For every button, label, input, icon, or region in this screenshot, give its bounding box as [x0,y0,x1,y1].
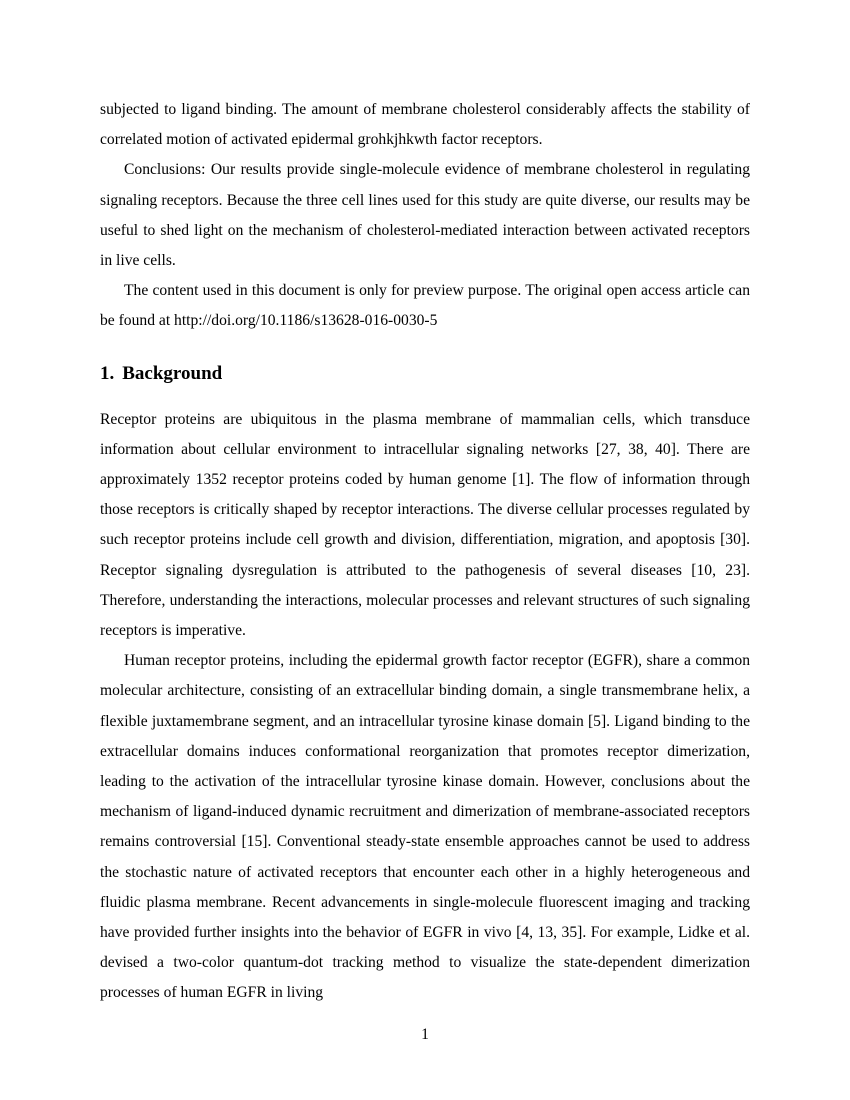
page-number: 1 [421,1026,429,1043]
abstract-continuation: subjected to ligand binding. The amount of membrane cholesterol considerably affects the stability of correlated motion of activated epidermal grohkjhkwth factor receptors. [100,101,750,149]
section-heading [100,359,750,389]
background-paragraph-1: Receptor proteins are ubiquitous in the plasma membrane of mammalian cells, which transduce information about cellular environment to intracellular signaling networks [27, 38, 40]. There are approximately 1352 receptor proteins coded by human genome [1]. The flow of information through those receptors is critically shaped by receptor interactions. The diverse cellular processes regulated by such receptor proteins include cell growth and division, differentiation, migration, and apoptosis [30]. Receptor signaling dysregulation is attributed to the pathogenesis of several diseases [10, 23]. Therefore, understanding the interactions, molecular processes and relevant structures of such signaling receptors is imperative. [100,410,750,640]
section-title: Background [122,362,223,384]
section-number: 1. [100,362,115,384]
background-paragraph-2: Human receptor proteins, including the epidermal growth factor receptor (EGFR), share a common molecular architecture, consisting of an extracellular binding domain, a single transmembrane helix, a flexible juxtamembrane segment, and an intracellular tyrosine kinase domain [5]. Ligand binding to the extracellular domains induces conformational reorganization that promotes receptor dimerization, leading to the activation of the intracellular tyrosine kinase domain. However, conclusions about the mechanism of ligand-induced dynamic recruitment and dimerization of membrane-associated receptors remains controversial [15]. Conventional steady-state ensemble approaches cannot be used to address the stochastic nature of activated receptors that encounter each other in a highly heterogeneous and fluidic plasma membrane. Recent advancements in single-molecule fluorescent imaging and tracking have provided further insights into the behavior of EGFR in vivo [4, 13, 35]. For example, Lidke et al. devised a two-color quantum-dot tracking method to visualize the state-dependent dimerization processes of human EGFR in living [100,652,750,1002]
page-body [100,95,750,1009]
abstract-conclusions: Conclusions: Our results provide single-molecule evidence of membrane cholesterol in regulating signaling receptors. Because the three cell lines used for this study are quite diverse, our results may be useful to shed light on the mechanism of cholesterol-mediated interaction between activated receptors in live cells. [100,161,750,270]
preview-note: The content used in this document is only for preview purpose. The original open access article can be found at http://doi.org/10.1186/s13628-016-0030-5 [100,282,750,330]
